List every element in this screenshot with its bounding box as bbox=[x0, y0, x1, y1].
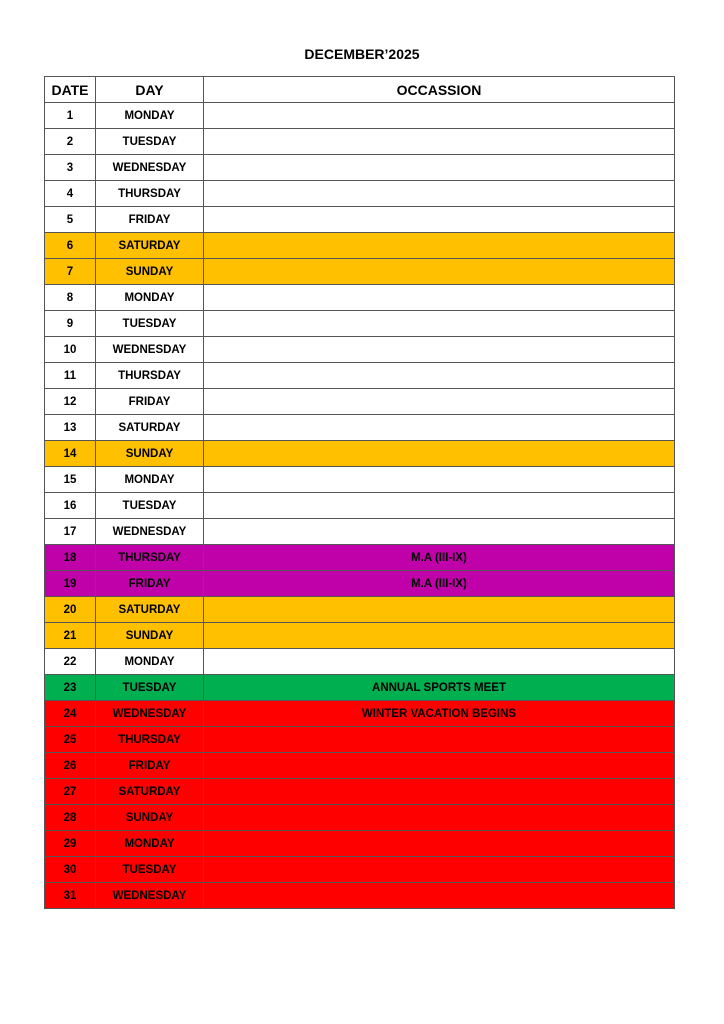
day-cell: MONDAY bbox=[96, 467, 204, 493]
date-cell: 27 bbox=[45, 779, 96, 805]
table-row bbox=[45, 831, 675, 857]
occasion-cell bbox=[204, 805, 675, 831]
date-cell: 23 bbox=[45, 675, 96, 701]
table-row bbox=[45, 467, 675, 493]
table-row bbox=[45, 337, 675, 363]
day-cell: MONDAY bbox=[96, 103, 204, 129]
day-cell: THURSDAY bbox=[96, 545, 204, 571]
day-cell: WEDNESDAY bbox=[96, 883, 204, 909]
occasion-cell bbox=[204, 467, 675, 493]
day-cell: WEDNESDAY bbox=[96, 701, 204, 727]
table-row bbox=[45, 285, 675, 311]
day-cell: SATURDAY bbox=[96, 233, 204, 259]
occasion-cell bbox=[204, 831, 675, 857]
table-row bbox=[45, 181, 675, 207]
day-cell: WEDNESDAY bbox=[96, 519, 204, 545]
date-cell: 21 bbox=[45, 623, 96, 649]
occasion-cell bbox=[204, 103, 675, 129]
occasion-cell: WINTER VACATION BEGINS bbox=[204, 701, 675, 727]
occasion-cell bbox=[204, 207, 675, 233]
date-column-header: DATE bbox=[45, 77, 96, 103]
occasion-cell bbox=[204, 389, 675, 415]
date-cell: 13 bbox=[45, 415, 96, 441]
table-row bbox=[45, 103, 675, 129]
table-row bbox=[45, 545, 675, 571]
day-cell: WEDNESDAY bbox=[96, 155, 204, 181]
occasion-cell: M.A (III-IX) bbox=[204, 571, 675, 597]
table-row bbox=[45, 701, 675, 727]
occasion-cell bbox=[204, 493, 675, 519]
date-cell: 26 bbox=[45, 753, 96, 779]
date-cell: 29 bbox=[45, 831, 96, 857]
date-cell: 1 bbox=[45, 103, 96, 129]
occasion-cell bbox=[204, 727, 675, 753]
day-cell: SUNDAY bbox=[96, 805, 204, 831]
date-cell: 5 bbox=[45, 207, 96, 233]
day-cell: FRIDAY bbox=[96, 389, 204, 415]
occasion-cell bbox=[204, 753, 675, 779]
table-row bbox=[45, 727, 675, 753]
day-cell: WEDNESDAY bbox=[96, 337, 204, 363]
table-row bbox=[45, 675, 675, 701]
table-row bbox=[45, 415, 675, 441]
day-cell: SUNDAY bbox=[96, 441, 204, 467]
day-cell: FRIDAY bbox=[96, 207, 204, 233]
day-cell: TUESDAY bbox=[96, 493, 204, 519]
table-row bbox=[45, 207, 675, 233]
date-cell: 25 bbox=[45, 727, 96, 753]
occasion-cell bbox=[204, 441, 675, 467]
occasion-cell bbox=[204, 519, 675, 545]
day-cell: TUESDAY bbox=[96, 129, 204, 155]
date-cell: 3 bbox=[45, 155, 96, 181]
day-cell: TUESDAY bbox=[96, 857, 204, 883]
date-cell: 22 bbox=[45, 649, 96, 675]
date-cell: 14 bbox=[45, 441, 96, 467]
date-cell: 7 bbox=[45, 259, 96, 285]
occasion-cell bbox=[204, 415, 675, 441]
day-cell: SATURDAY bbox=[96, 415, 204, 441]
occasion-cell bbox=[204, 233, 675, 259]
occasion-cell bbox=[204, 779, 675, 805]
day-cell: THURSDAY bbox=[96, 363, 204, 389]
table-row bbox=[45, 389, 675, 415]
table-row bbox=[45, 883, 675, 909]
table-row bbox=[45, 155, 675, 181]
occasion-cell bbox=[204, 311, 675, 337]
date-cell: 16 bbox=[45, 493, 96, 519]
date-cell: 4 bbox=[45, 181, 96, 207]
day-column-header: DAY bbox=[96, 77, 204, 103]
date-cell: 2 bbox=[45, 129, 96, 155]
table-row bbox=[45, 649, 675, 675]
occasion-cell bbox=[204, 337, 675, 363]
date-cell: 6 bbox=[45, 233, 96, 259]
date-cell: 24 bbox=[45, 701, 96, 727]
table-row bbox=[45, 753, 675, 779]
date-cell: 8 bbox=[45, 285, 96, 311]
calendar-body bbox=[45, 103, 675, 909]
table-row bbox=[45, 129, 675, 155]
date-cell: 31 bbox=[45, 883, 96, 909]
table-row bbox=[45, 233, 675, 259]
table-row bbox=[45, 363, 675, 389]
occasion-cell bbox=[204, 285, 675, 311]
day-cell: SATURDAY bbox=[96, 779, 204, 805]
calendar-table bbox=[44, 76, 675, 909]
table-row bbox=[45, 597, 675, 623]
occasion-cell bbox=[204, 181, 675, 207]
day-cell: FRIDAY bbox=[96, 753, 204, 779]
date-cell: 18 bbox=[45, 545, 96, 571]
header-row bbox=[45, 77, 675, 103]
date-cell: 15 bbox=[45, 467, 96, 493]
day-cell: SUNDAY bbox=[96, 259, 204, 285]
table-row bbox=[45, 493, 675, 519]
date-cell: 19 bbox=[45, 571, 96, 597]
occasion-cell bbox=[204, 857, 675, 883]
table-row bbox=[45, 311, 675, 337]
date-cell: 28 bbox=[45, 805, 96, 831]
date-cell: 10 bbox=[45, 337, 96, 363]
day-cell: SUNDAY bbox=[96, 623, 204, 649]
table-row bbox=[45, 441, 675, 467]
date-cell: 11 bbox=[45, 363, 96, 389]
day-cell: THURSDAY bbox=[96, 181, 204, 207]
date-cell: 12 bbox=[45, 389, 96, 415]
day-cell: MONDAY bbox=[96, 285, 204, 311]
occasion-cell: ANNUAL SPORTS MEET bbox=[204, 675, 675, 701]
date-cell: 30 bbox=[45, 857, 96, 883]
page-title: DECEMBER’2025 bbox=[304, 46, 420, 62]
day-cell: TUESDAY bbox=[96, 675, 204, 701]
table-row bbox=[45, 571, 675, 597]
occasion-cell bbox=[204, 259, 675, 285]
occasion-cell bbox=[204, 363, 675, 389]
table-row bbox=[45, 519, 675, 545]
table-row bbox=[45, 857, 675, 883]
occasion-cell bbox=[204, 597, 675, 623]
table-row bbox=[45, 259, 675, 285]
table-row bbox=[45, 623, 675, 649]
occasion-cell bbox=[204, 649, 675, 675]
occasion-column-header: OCCASSION bbox=[204, 77, 675, 103]
day-cell: SATURDAY bbox=[96, 597, 204, 623]
occasion-cell bbox=[204, 155, 675, 181]
occasion-cell bbox=[204, 883, 675, 909]
date-cell: 9 bbox=[45, 311, 96, 337]
day-cell: MONDAY bbox=[96, 649, 204, 675]
occasion-cell: M.A (III-IX) bbox=[204, 545, 675, 571]
day-cell: TUESDAY bbox=[96, 311, 204, 337]
table-row bbox=[45, 805, 675, 831]
day-cell: THURSDAY bbox=[96, 727, 204, 753]
date-cell: 17 bbox=[45, 519, 96, 545]
occasion-cell bbox=[204, 623, 675, 649]
occasion-cell bbox=[204, 129, 675, 155]
day-cell: FRIDAY bbox=[96, 571, 204, 597]
date-cell: 20 bbox=[45, 597, 96, 623]
day-cell: MONDAY bbox=[96, 831, 204, 857]
table-row bbox=[45, 779, 675, 805]
